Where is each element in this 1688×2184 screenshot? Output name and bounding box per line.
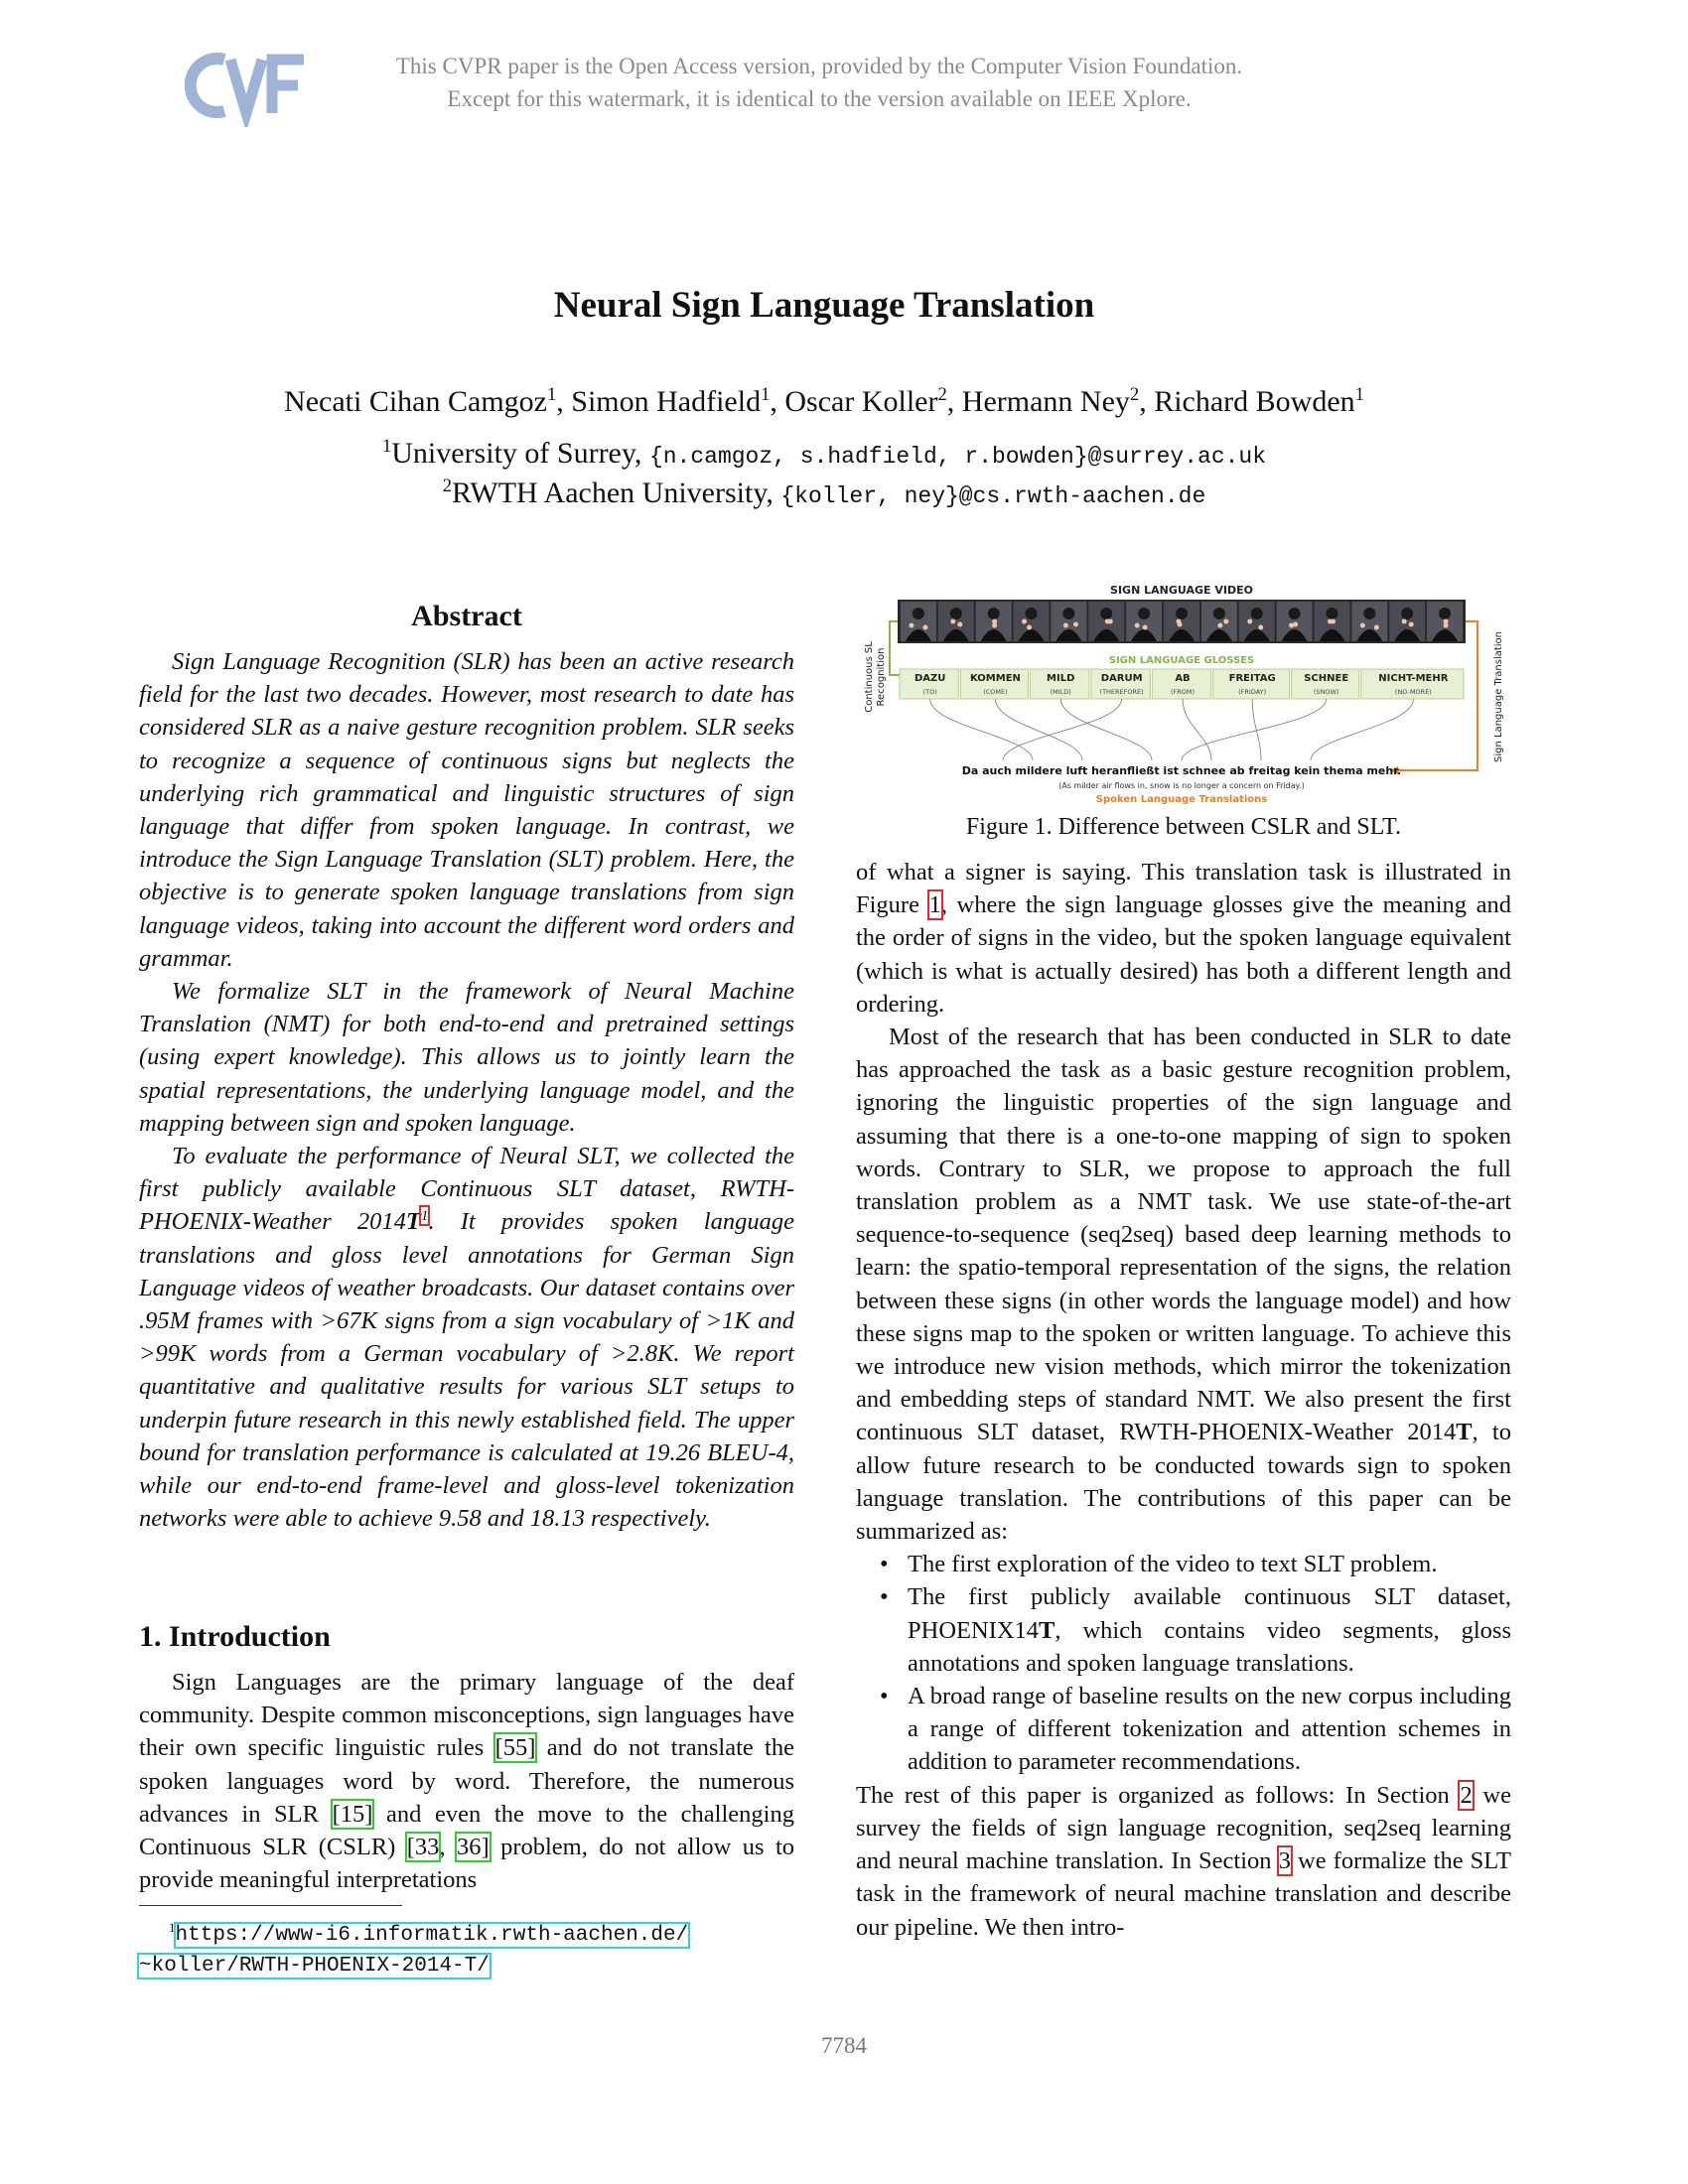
watermark-line-2: Except for this watermark, it is identical to the version available on IEEE Xplore.: [447, 86, 1192, 111]
author: Richard Bowden$^1$: [1154, 384, 1364, 418]
signer-hand: [1258, 625, 1263, 630]
footnote-ref[interactable]: 1: [420, 1207, 429, 1225]
signer-head: [1100, 608, 1112, 619]
signer-hand: [1293, 622, 1298, 627]
citation-link[interactable]: 36]: [456, 1834, 490, 1861]
signer-hand: [1063, 623, 1068, 628]
section-heading-introduction: 1. Introduction: [139, 1620, 331, 1653]
affiliation-email: {n.camgoz, s.hadfield, r.bowden}@surrey.ac.uk: [648, 444, 1267, 470]
footnote: $^1$https://www-i6.informatik.rwth-aachen.de/ ~koller/RWTH-PHOENIX-2014-T/: [139, 1920, 689, 1978]
gloss-translation: (FRIDAY): [1238, 688, 1267, 696]
author: Simon Hadfield$^1$,: [571, 384, 785, 418]
signer-hand: [909, 623, 914, 628]
video-frame: [1051, 602, 1086, 641]
signer-hand: [1143, 625, 1148, 630]
intro-paragraph: Sign Languages are the primary language of the deaf community. Despite common misconceptions, sign languages have their own specific linguistic rules [55] and do not translate the spoken languages word by word. Therefore, the numerous advances in SLR [15] and even the move to the challenging Continuous SLR (CSLR) [33, 36] problem, do not allow us to provide meaningful interpretations: [139, 1669, 795, 1894]
figure-translations-label: Spoken Language Translations: [1095, 794, 1268, 805]
contribution-item: • The first publicly available continuous SLT dataset, PHOENIX14T, which contains video segments, gloss annotations and spoken language translations.: [908, 1580, 1511, 1680]
gloss-word: NICHT-MEHR: [1378, 673, 1449, 684]
figure-left-label-2: Recognition: [876, 647, 887, 707]
video-frame: [1014, 602, 1050, 641]
gloss-translation: (THEREFORE): [1099, 688, 1144, 696]
figure-video-label: SIGN LANGUAGE VIDEO: [1110, 584, 1253, 597]
section-ref-link[interactable]: 2: [1460, 1781, 1473, 1809]
affiliation-1: $^1$University of Surrey, {n.camgoz, s.hadfield, r.bowden}@surrey.ac.uk: [381, 436, 1267, 470]
author: Oscar Koller$^2$,: [784, 384, 962, 418]
figure-right-label: Sign Language Translation: [1493, 630, 1504, 763]
video-frame: [1201, 602, 1237, 641]
contributions-list: [856, 1548, 1511, 1778]
signer-hand: [992, 619, 997, 624]
signer-hand: [1073, 622, 1078, 627]
signer-head: [1176, 608, 1188, 619]
signer-hand: [1374, 625, 1379, 630]
figure-translation-sentence: Da auch mildere luft heranfließt ist schnee ab freitag kein thema mehr.: [961, 764, 1402, 777]
video-frame: [1277, 602, 1313, 641]
signer-hand: [1402, 619, 1407, 624]
contribution-item: • A broad range of baseline results on the new corpus including a range of different tokenization and attention schemes in addition to parameter recommendations.: [908, 1680, 1511, 1779]
gloss-translation: (MILD): [1050, 688, 1071, 696]
signer-hand: [1217, 623, 1222, 628]
section-ref-link[interactable]: 3: [1278, 1847, 1291, 1875]
video-frame: [1389, 602, 1425, 641]
author-list: [0, 385, 1648, 419]
affiliation-email: {koller, ney}@cs.rwth-aachen.de: [780, 483, 1206, 509]
video-frames: [901, 602, 1463, 641]
abstract-paragraph: We formalize SLT in the framework of Neural Machine Translation (NMT) for both end-to-end and pretrained settings (using expert knowledge). This allows us to jointly learn the spatial representations, the underlying language model, and the mapping between sign and spoken language.: [139, 978, 794, 1137]
signer-hand: [1223, 619, 1228, 624]
contribution-item: • The first exploration of the video to text SLT problem.: [908, 1548, 1511, 1580]
signer-hand: [1444, 619, 1449, 624]
signer-hand: [1178, 622, 1183, 627]
watermark-line-1: This CVPR paper is the Open Access version, provided by the Computer Vision Foundation.: [395, 54, 1243, 78]
signer-head: [1062, 608, 1074, 619]
video-frame: [1164, 602, 1199, 641]
page-number: 7784: [821, 2033, 867, 2058]
video-frame: [1427, 602, 1463, 641]
signer-hand: [950, 619, 955, 624]
gloss-word: SCHNEE: [1304, 673, 1349, 684]
signer-head: [1439, 608, 1451, 619]
signer-head: [988, 608, 1000, 619]
watermark: [298, 50, 1340, 115]
gloss-boxes: [900, 669, 1464, 699]
gloss-translation: (SNOW): [1313, 688, 1339, 696]
video-frame: [976, 602, 1012, 641]
figure-translation-english: (As milder air flows in, snow is no longer a concern on Friday.): [1058, 781, 1305, 790]
figure-ref-link[interactable]: 1: [928, 891, 941, 919]
signer-hand: [1328, 619, 1333, 624]
figure-glosses-label: SIGN LANGUAGE GLOSSES: [1108, 655, 1255, 666]
footnote-url-link[interactable]: ~koller/RWTH-PHOENIX-2014-T/: [139, 1955, 490, 1978]
figure-1-diagram: [854, 578, 1513, 812]
alignment-link: [1060, 699, 1152, 760]
alignment-link: [1311, 699, 1413, 760]
video-frame: [1088, 602, 1124, 641]
gloss-word: DARUM: [1100, 673, 1143, 684]
signer-hand: [1135, 623, 1140, 628]
signer-head: [1326, 608, 1337, 619]
gloss-translation: (NO-MORE): [1394, 688, 1432, 696]
affiliation-2: $^2$RWTH Aachen University, {koller, ney}@cs.rwth-aachen.de: [442, 476, 1206, 509]
signer-hand: [1247, 619, 1252, 624]
right-column-body: [856, 856, 1511, 1944]
citation-link[interactable]: [15]: [332, 1800, 373, 1828]
gloss-translation: (FROM): [1170, 688, 1196, 696]
gloss-word: FREITAG: [1228, 673, 1276, 684]
signer-hand: [1409, 622, 1414, 627]
signer-head: [950, 608, 962, 619]
alignment-link: [995, 699, 1082, 760]
signer-head: [1213, 608, 1225, 619]
signer-hand: [1108, 619, 1113, 624]
gloss-alignment-links: [930, 699, 1414, 760]
citation-link[interactable]: [33: [406, 1834, 440, 1861]
signer-hand: [922, 625, 927, 630]
abstract-paragraph: To evaluate the performance of Neural SLT, we collected the first publicly available Continuous SLT dataset, RWTH-PHOENIX-Weather 2014T$^1$. It provides spoken language translations and gloss level annotations for German Sign Language videos of weather broadcasts. Our dataset contains over .95M frames with >67K signs from a sign vocabulary of >1K and >99K words from a German vocabulary of >2.8K. We report quantitative and qualitative results for various SLT setups to underpin future research in this newly established field. The upper bound for translation performance is calculated at 19.26 BLEU-4, while our end-to-end frame-level and gloss-level tokenization networks were able to achieve 9.58 and 18.13 respectively.: [139, 1143, 794, 1533]
abstract-paragraph: Sign Language Recognition (SLR) has been an active research field for the last two decades. However, most research to date has considered SLR as a naive gesture recognition problem. SLR seeks to recognize a sequence of continuous signs but neglects the underlying rich grammatical and linguistic structures of sign language that differ from spoken language. In contrast, we introduce the Sign Language Translation (SLT) problem. Here, the objective is to generate spoken language translations from sign language videos, taking into account the different word orders and grammar.: [139, 648, 794, 972]
signer-hand: [1027, 625, 1032, 630]
body-paragraph: Most of the research that has been conducted in SLR to date has approached the task as a basic gesture recognition problem, ignoring the linguistic properties of the sign language and assuming that there is a one-to-one mapping of sign to spoken words. Contrary to SLR, we propose to approach the full translation problem as a NMT task. We use state-of-the-art sequence-to-sequence (seq2seq) based deep learning methods to learn: the spatio-temporal representation of the signs, the relation between these signs (in other words the language model) and how these signs map to the spoken or written language. To achieve this we introduce new vision methods, which mirror the tokenization and embedding steps of standard NMT. We also present the first continuous SLT dataset, RWTH-PHOENIX-Weather 2014T, to allow future research to be conducted towards sign to spoken language translation. The contributions of this paper can be summarized as:: [856, 1024, 1511, 1546]
alignment-link: [1183, 699, 1211, 760]
alignment-link: [930, 699, 1033, 760]
figure-left-label-1: Continuous SL: [864, 641, 875, 713]
signer-head: [913, 608, 924, 619]
cvf-logo: [185, 46, 308, 127]
gloss-word: KOMMEN: [970, 673, 1021, 684]
signer-head: [1251, 608, 1263, 619]
citation-link[interactable]: [55]: [494, 1734, 536, 1762]
signer-head: [1138, 608, 1150, 619]
abstract-body: [139, 645, 794, 1535]
gloss-word: DAZU: [914, 673, 946, 684]
signer-hand: [957, 622, 962, 627]
author: Necati Cihan Camgoz$^1$,: [284, 384, 572, 418]
paper-title: Neural Sign Language Translation: [553, 285, 1095, 326]
video-frame-strip: [898, 600, 1466, 643]
gloss-word: MILD: [1047, 673, 1075, 684]
gloss-translation: (TO): [922, 688, 937, 696]
abstract-heading: Abstract: [411, 600, 522, 632]
signer-head: [1401, 608, 1413, 619]
alignment-link: [1003, 699, 1122, 760]
signer-head: [1026, 608, 1038, 619]
alignment-link: [1182, 699, 1327, 760]
video-frame: [1239, 602, 1275, 641]
body-paragraph: The rest of this paper is organized as follows: In Section 2 we survey the fields of sign language recognition, seq2seq learning and neural machine translation. In Section 3 we formalize the SLT task in the framework of neural machine translation and describe our pipeline. We then intro-: [856, 1781, 1512, 1941]
introduction-body: [139, 1666, 794, 1896]
author: Hermann Ney$^2$,: [961, 384, 1155, 418]
body-paragraph: of what a signer is saying. This translation task is illustrated in Figure 1, where the sign language glosses give the meaning and the order of signs in the video, but the spoken language equivalent (which is what is actually desired) has both a different length and ordering.: [856, 859, 1511, 1018]
video-frame: [1126, 602, 1162, 641]
video-frame: [1351, 602, 1387, 641]
video-frame: [938, 602, 974, 641]
gloss-word: AB: [1175, 673, 1191, 684]
signer-head: [1363, 608, 1375, 619]
signer-head: [1289, 608, 1301, 619]
video-frame: [1315, 602, 1350, 641]
footnote-url-link[interactable]: https://www-i6.informatik.rwth-aachen.de/: [175, 1924, 689, 1947]
gloss-translation: (COME): [983, 688, 1008, 696]
figure-1-caption: Figure 1. Difference between CSLR and SLT.: [965, 814, 1402, 840]
signer-hand: [1022, 619, 1027, 624]
signer-hand: [1360, 623, 1365, 628]
video-frame: [901, 602, 936, 641]
footnote-divider: [139, 1905, 402, 1906]
